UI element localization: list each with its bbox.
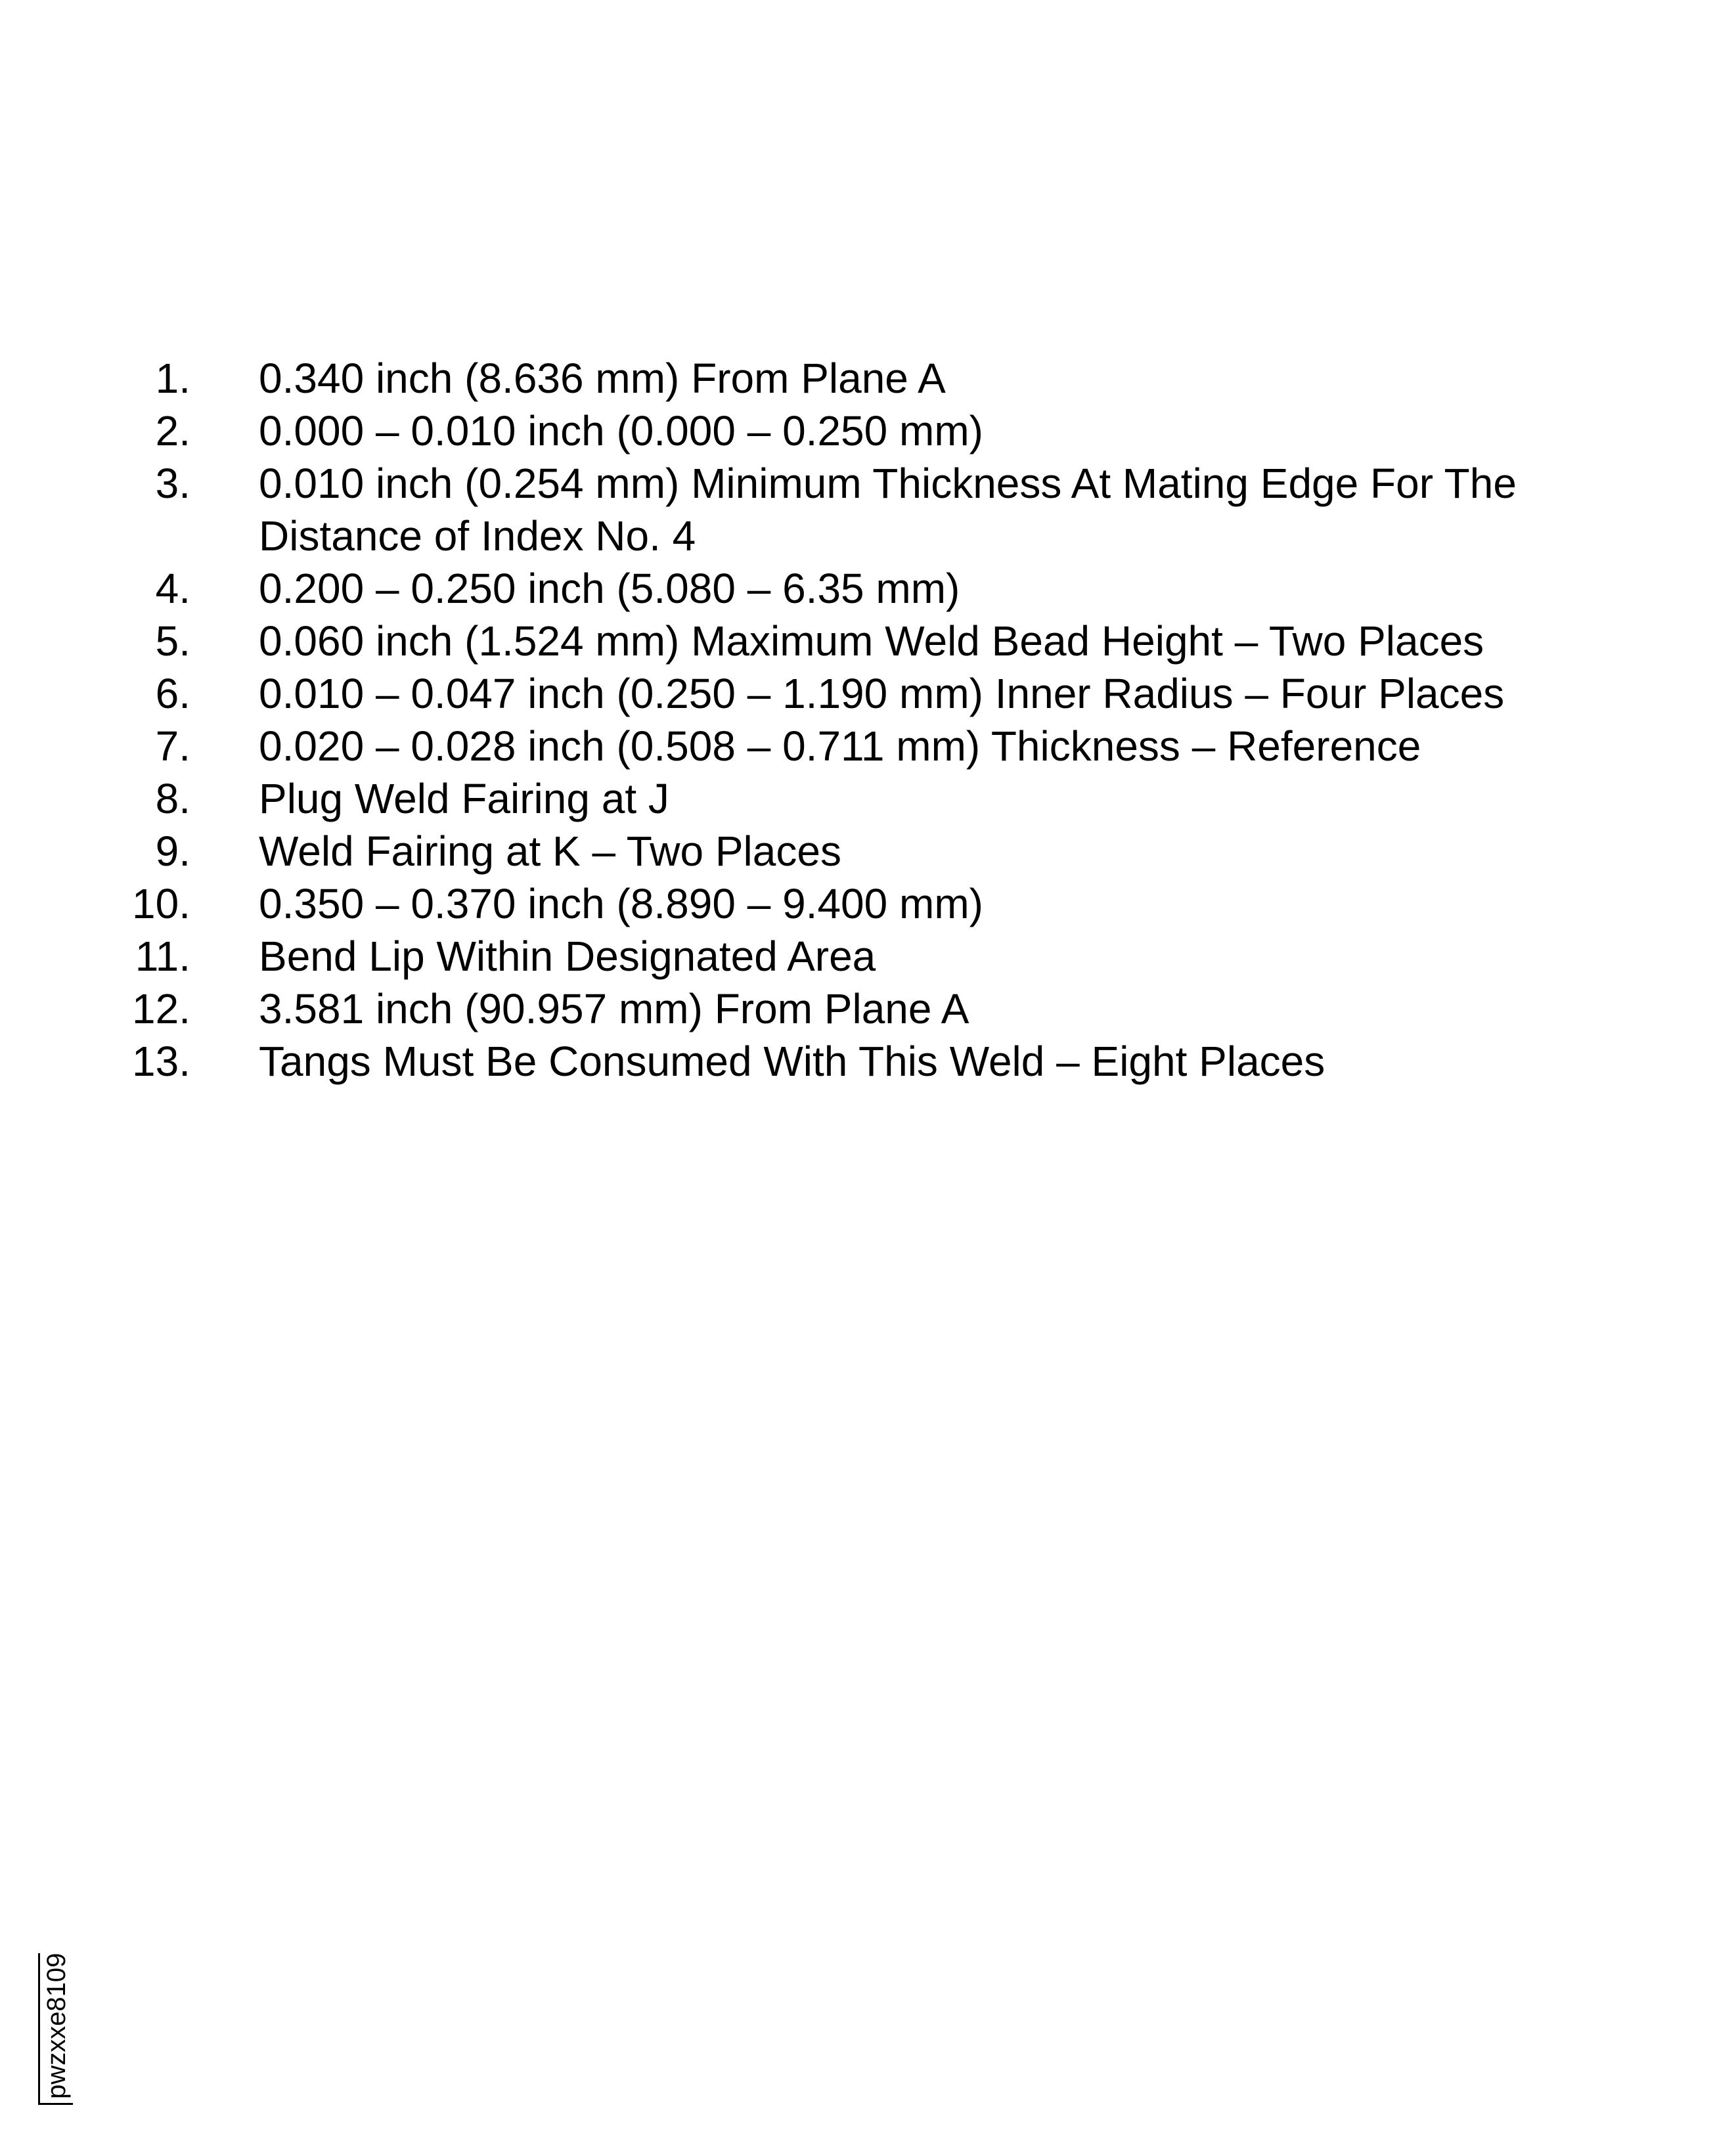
legend-item-number: 10.: [132, 880, 190, 927]
legend-item-text: 0.340 inch (8.636 mm) From Plane A: [259, 355, 946, 402]
legend-item-12: [118, 983, 1629, 1035]
legend-item-number: 4.: [155, 565, 190, 612]
figure-id-label: pwzxxe8109: [38, 1953, 73, 2105]
legend-item-3: [118, 457, 1629, 562]
legend-item-text: 0.060 inch (1.524 mm) Maximum Weld Bead Height – Two Places: [259, 617, 1484, 665]
legend-item-number: 8.: [155, 775, 190, 822]
legend-item-text: 0.020 – 0.028 inch (0.508 – 0.711 mm) Thickness – Reference: [259, 722, 1421, 770]
legend-item-10: [118, 877, 1629, 930]
legend-item-number: 13.: [132, 1038, 190, 1085]
legend-item-number: 2.: [155, 407, 190, 454]
legend-item-number: 3.: [155, 460, 190, 507]
legend-item-text: 3.581 inch (90.957 mm) From Plane A: [259, 985, 969, 1032]
legend-item-text: 0.010 inch (0.254 mm) Minimum Thickness At Mating Edge For The Distance of Index No. 4: [259, 460, 1528, 560]
legend-item-5: [118, 615, 1629, 667]
legend-item-text: 0.350 – 0.370 inch (8.890 – 9.400 mm): [259, 880, 983, 927]
legend-item-13: [118, 1035, 1629, 1088]
legend-item-1: [118, 352, 1629, 405]
legend-item-text: Bend Lip Within Designated Area: [259, 933, 876, 980]
legend-item-text: Weld Fairing at K – Two Places: [259, 828, 841, 875]
legend-item-number: 5.: [155, 617, 190, 665]
legend-item-11: [118, 930, 1629, 983]
legend-item-number: 9.: [155, 828, 190, 875]
legend-item-text: Tangs Must Be Consumed With This Weld – Eight Places: [259, 1038, 1325, 1085]
legend-item-text: 0.010 – 0.047 inch (0.250 – 1.190 mm) Inner Radius – Four Places: [259, 670, 1505, 717]
legend-item-6: [118, 667, 1629, 720]
legend-item-number: 12.: [132, 985, 190, 1032]
legend-item-text: Plug Weld Fairing at J: [259, 775, 669, 822]
legend-item-number: 11.: [135, 933, 190, 980]
legend-item-number: 6.: [155, 670, 190, 717]
legend-item-text: 0.200 – 0.250 inch (5.080 – 6.35 mm): [259, 565, 960, 612]
legend-item-number: 7.: [155, 722, 190, 770]
legend-list: [118, 352, 1629, 1088]
legend-item-8: [118, 772, 1629, 825]
legend-item-text: 0.000 – 0.010 inch (0.000 – 0.250 mm): [259, 407, 983, 454]
legend-item-2: [118, 405, 1629, 457]
legend-item-4: [118, 562, 1629, 615]
legend-item-number: 1.: [155, 355, 190, 402]
legend-item-9: [118, 825, 1629, 877]
legend-item-7: [118, 720, 1629, 772]
